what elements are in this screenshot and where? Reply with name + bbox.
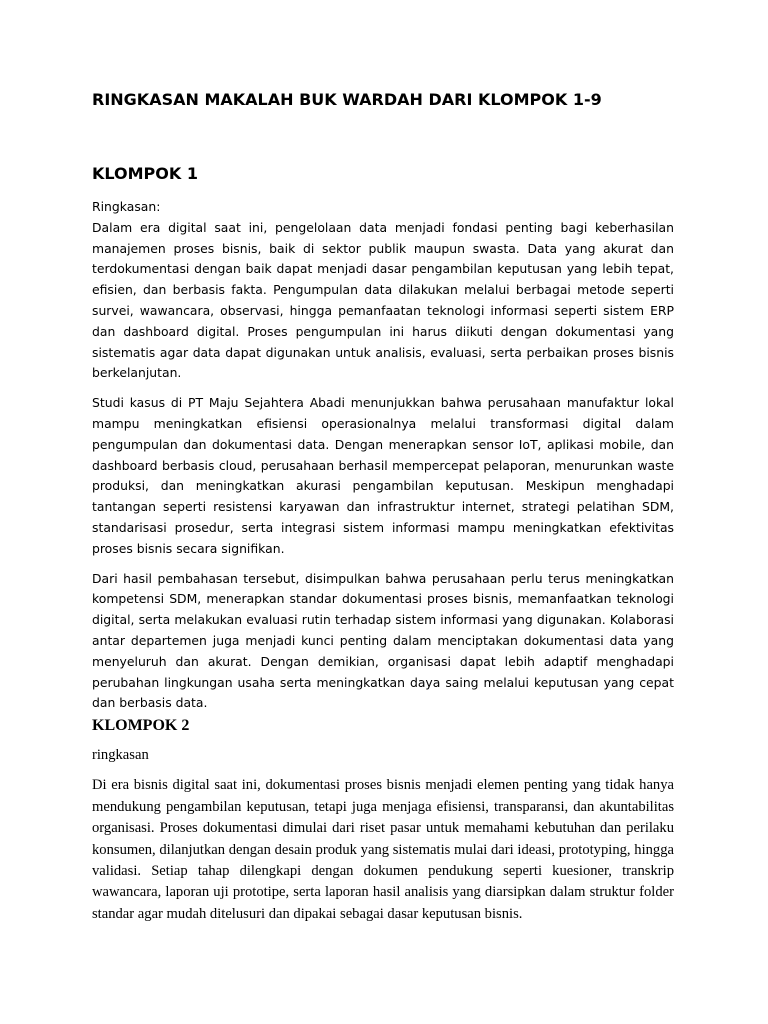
paragraph: Studi kasus di PT Maju Sejahtera Abadi menunjukkan bahwa perusahaan manufaktur lokal mampu meningkatkan efisiensi operasionalnya melalui transformasi digital dalam pengumpulan dan dokumentasi data. Dengan menerapkan sensor IoT, aplikasi mobile, dan dashboard berbasis cloud, perusahaan berhasil mempercepat pelaporan, menurunkan waste produksi, dan meningkatkan akurasi pengambilan keputusan. Meskipun menghadapi tantangan seperti resistensi karyawan dan infrastruktur internet, strategi pelatihan SDM, standarisasi prosedur, serta integrasi sistem informasi mampu meningkatkan efektivitas proses bisnis secara signifikan. [92, 395, 674, 556]
section-body-klompok-2 [92, 745, 674, 925]
paragraph: Dalam era digital saat ini, pengelolaan data menjadi fondasi penting bagi keberhasilan manajemen proses bisnis, baik di sektor publik maupun swasta. Data yang akurat dan terdokumentasi dengan baik dapat menjadi dasar pengambilan keputusan yang lebih tepat, efisien, dan berbasis fakta. Pengumpulan data dilakukan melalui berbagai metode seperti survei, wawancara, observasi, hingga pemanfaatan teknologi informasi seperti sistem ERP dan dashboard digital. Proses pengumpulan ini harus diikuti dengan dokumentasi yang sistematis agar data dapat digunakan untuk analisis, evaluasi, serta perbaikan proses bisnis berkelanjutan. [92, 219, 674, 381]
section-body-klompok-1 [92, 197, 674, 723]
paragraph: Dari hasil pembahasan tersebut, disimpulkan bahwa perusahaan perlu terus meningkatkan kompetensi SDM, menerapkan standar dokumentasi proses bisnis, memanfaatkan teknologi digital, serta melakukan evaluasi rutin terhadap sistem informasi yang digunakan. Kolaborasi antar departemen juga menjadi kunci penting dalam menciptakan dokumentasi data yang menyeluruh dan akurat. Dengan demikian, organisasi dapat lebih adaptif menghadapi perubahan lingkungan usaha serta meningkatkan daya saing melalui keputusan yang cepat dan berbasis data. [92, 570, 674, 711]
section-heading-klompok-1: KLOMPOK 1 [92, 164, 198, 183]
summary-label: Ringkasan: [92, 199, 161, 214]
paragraph: Di era bisnis digital saat ini, dokumentasi proses bisnis menjadi elemen penting yang tidak hanya mendukung pengambilan keputusan, tetapi juga menjaga efisiensi, transparansi, dan akuntabilitas organisasi. Proses dokumentasi dimulai dari riset pasar untuk memahami kebutuhan dan perilaku konsumen, dilanjutkan dengan desain produk yang sistematis mulai dari ideasi, prototyping, hingga validasi. Setiap tahap dilengkapi dengan dokumen pendukung seperti kuesioner, transkrip wawancara, laporan uji prototipe, serta laporan hasil analisis yang diarsipkan dalam struktur folder standar agar mudah ditelusuri dan dipakai sebagai dasar keputusan bisnis. [92, 777, 674, 922]
document-title: RINGKASAN MAKALAH BUK WARDAH DARI KLOMPOK 1-9 [92, 90, 602, 109]
section-heading-klompok-2: KLOMPOK 2 [92, 717, 190, 734]
summary-label: ringkasan [92, 747, 149, 763]
